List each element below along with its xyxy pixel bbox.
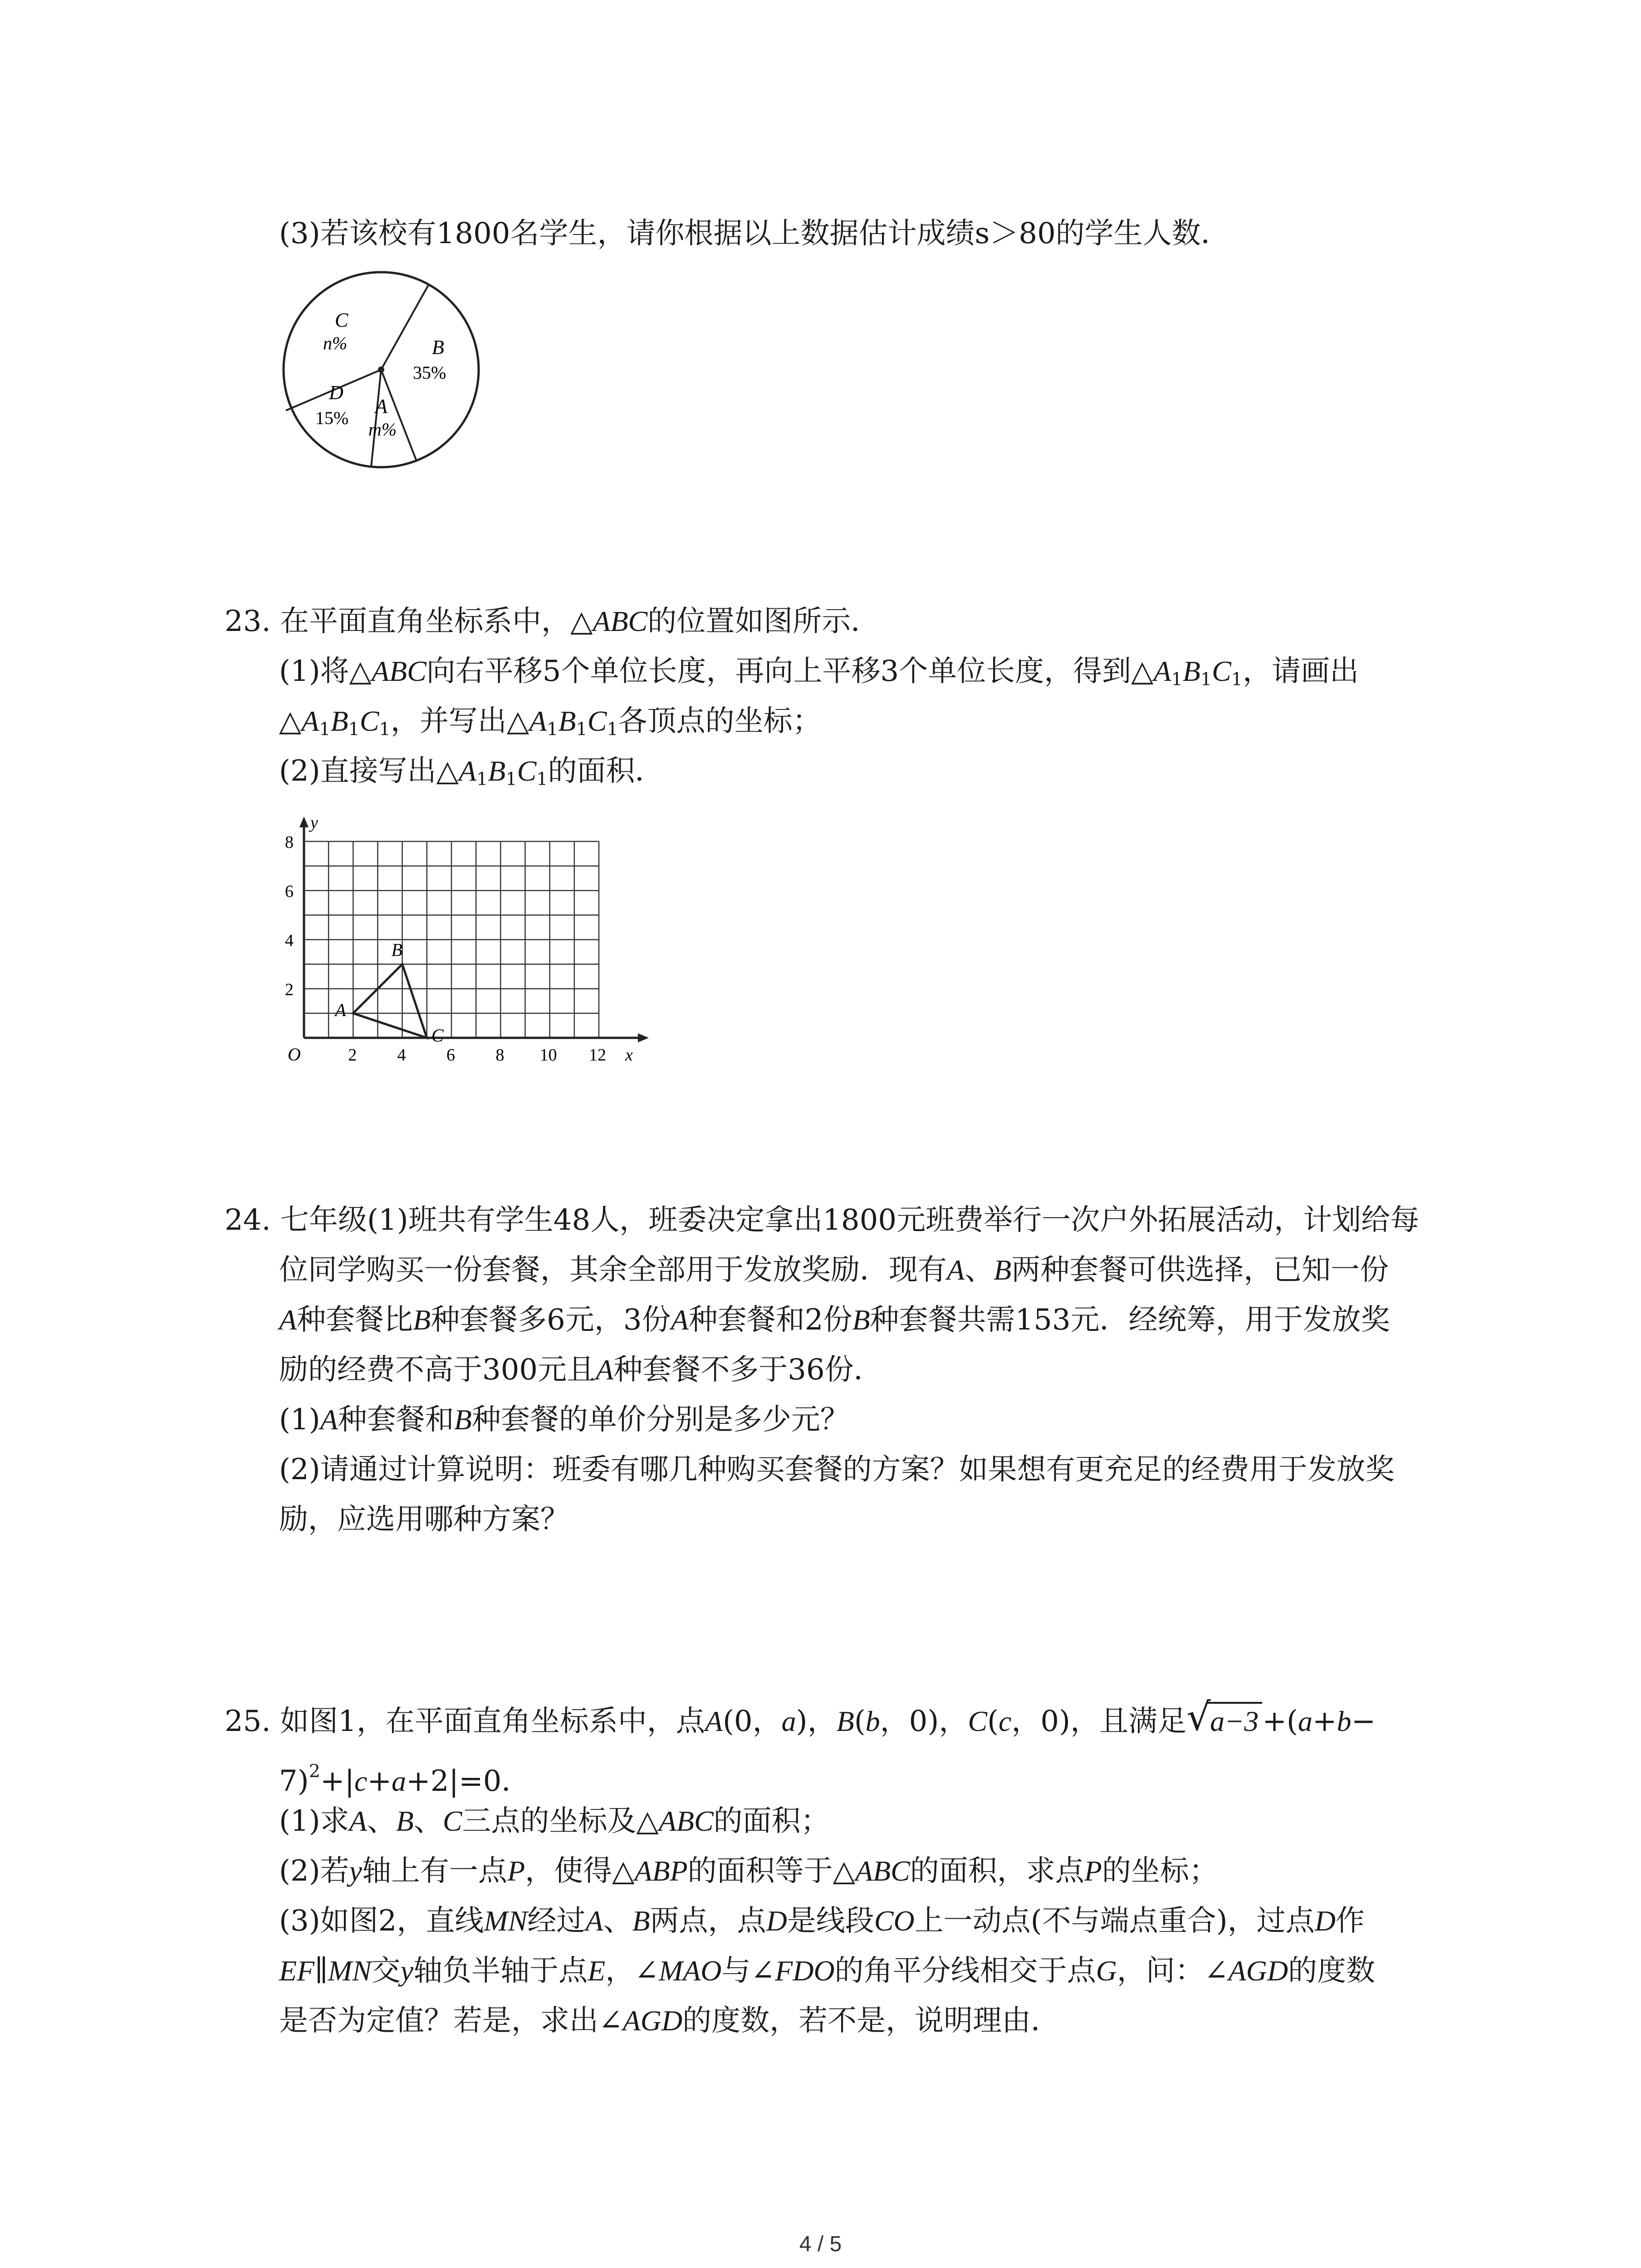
q24-part2: (2)请通过计算说明：班委有哪几种购买套餐的方案？如果想有更充足的经费用于发放奖 [279, 1453, 1395, 1486]
q24-part1: (1)A种套餐和B种套餐的单价分别是多少元？ [279, 1403, 849, 1437]
q23-part2: (2)直接写出$\triangle A_1B_1C_1$的面积． [279, 754, 664, 790]
x-tick-label: 8 [495, 1046, 505, 1065]
point-label-c: C [431, 1025, 444, 1046]
y-tick-label: 8 [285, 833, 294, 852]
y-tick-label: 6 [285, 882, 294, 901]
q24-line3: A种套餐比B种套餐多6元，3份A种套餐和2份B种套餐共需153元．经统筹，用于发放奖 [279, 1303, 1390, 1337]
q25-part3-end: 是否为定值？若是，求出∠AGD的度数，若不是，说明理由． [279, 2004, 1060, 2038]
q25-line1: 25. 如图1，在平面直角坐标系中，点A(0，a)，B(b，0)，C(c，0)，且满足 √ a−3 +(a+b− [225, 1701, 1376, 1742]
q25-part2: (2)若y轴上有一点P，使得△ABP的面积等于△ABC的面积，求点P的坐标； [279, 1854, 1218, 1888]
q24-line1: 24. 七年级(1)班共有学生48人，班委决定拿出1800元班费举行一次户外拓展活动，计划给每 [225, 1203, 1420, 1237]
pie-chart [272, 268, 490, 476]
pie-value-d: 15% [315, 408, 349, 428]
pie-value-a: m% [368, 419, 397, 440]
pie-label-d: D [329, 381, 343, 404]
q24-line2: 位同学购买一份套餐，其余全部用于发放奖励．现有A、B两种套餐可供选择，已知一份 [279, 1253, 1389, 1287]
q22-part3: (3)若该校有1800名学生，请你根据以上数据估计成绩s＞80的学生人数． [279, 217, 1230, 250]
page-number: 4 / 5 [799, 2232, 842, 2256]
q25-part3: (3)如图2，直线MN经过A、B两点，点D是线段CO上一动点(不与端点重合)，过点D作 [279, 1904, 1365, 1938]
q25-part3-cont: EF∥MN交y轴负半轴于点E，∠MAO与∠FDO的角平分线相交于点G，问：∠AGD的度数 [279, 1954, 1376, 1988]
point-label-a: A [335, 999, 346, 1020]
pie-value-b: 35% [413, 362, 446, 383]
pie-value-c: n% [323, 333, 348, 353]
x-tick-label: 4 [397, 1046, 406, 1065]
y-tick-label: 2 [285, 980, 294, 999]
q23-part1-cont: $\triangle A_1B_1C_1$，并写出$\triangle A_1B_1C_1$各顶点的坐标； [279, 704, 822, 740]
q23-part1: (1)将△ABC向右平移5个单位长度，再向上平移3个单位长度，得到$\triangle A_1B_1C_1$，请画出 [279, 655, 1359, 690]
y-tick-label: 4 [285, 931, 294, 950]
y-axis-label: y [310, 813, 318, 832]
origin-label: O [288, 1044, 301, 1065]
x-tick-labels [348, 1046, 606, 1065]
x-tick-label: 12 [589, 1046, 606, 1065]
q24-line4: 励的经费不高于300元且A种套餐不多于36份． [279, 1353, 883, 1387]
x-axis-arrow [638, 1033, 649, 1042]
q23-stem: 23. 在平面直角坐标系中，△ABC的位置如图所示． [225, 605, 880, 638]
pie-label-c: C [335, 309, 348, 331]
q25-line2: 7)$^2$+|c+a+2|=0． [279, 1761, 531, 1798]
q24-part2-cont: 励，应选用哪种方案？ [279, 1503, 569, 1536]
point-labels [333, 940, 444, 1046]
pie-label-b: B [432, 336, 444, 358]
q25-part1: (1)求A、B、C三点的坐标及△ABC的面积； [279, 1804, 830, 1838]
x-tick-label: 6 [446, 1046, 455, 1065]
sqrt-expression: √ a−3 [1186, 1701, 1262, 1742]
y-tick-labels [285, 833, 294, 999]
coordinate-grid-chart [272, 812, 658, 1075]
x-tick-label: 2 [348, 1046, 357, 1065]
y-axis-arrow [299, 816, 309, 827]
point-label-b: B [391, 939, 403, 960]
grid-lines [304, 841, 599, 1038]
triangle-abc [353, 964, 427, 1038]
x-tick-label: 10 [539, 1046, 557, 1065]
x-axis-label: x [625, 1046, 633, 1065]
pie-label-a: A [375, 395, 387, 417]
